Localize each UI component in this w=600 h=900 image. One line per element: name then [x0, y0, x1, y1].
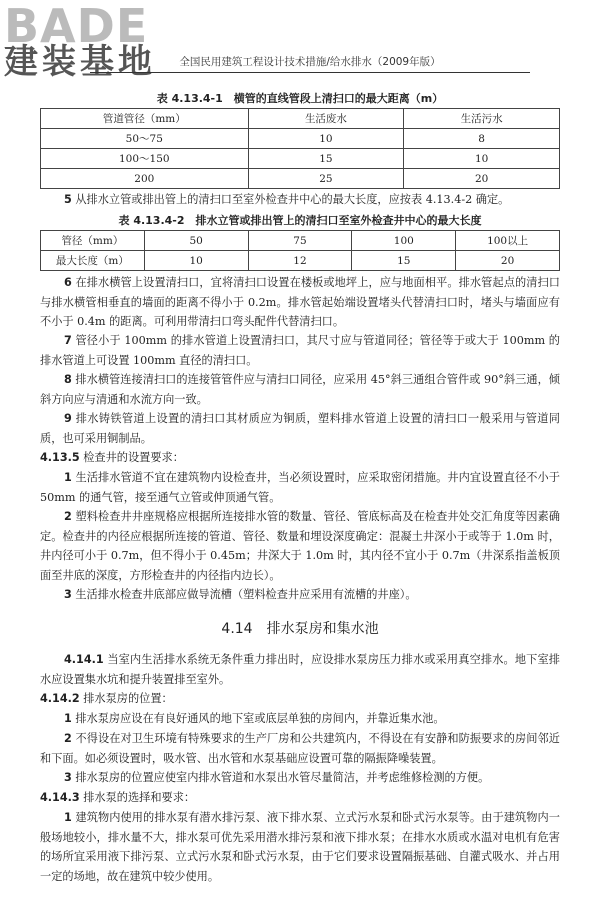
clause-4-14-2: [40, 689, 560, 709]
item-4-14-2-1: [40, 709, 560, 729]
table-cell: 100: [352, 231, 456, 251]
item-4-14-3-1: [40, 808, 560, 886]
table1-header: 生活污水: [404, 109, 560, 129]
table-cell: 100以上: [456, 231, 560, 251]
paragraph-6: [40, 273, 560, 332]
table-cell: 10: [248, 129, 404, 149]
table1-header: 生活废水: [248, 109, 404, 129]
paragraph-text: 塑料检查井井座规格应根据所连接排水管的数量、管径、管底标高及在检查井处交汇角度等因素确定。检查井的内径应根据所连接的管道、管径、数量和埋设深度确定：混凝土井深小于或等于 1.0m 时，井内径可小于 0.7m，但不得小于 0.45m；井深大于 1.0m 时，其内径不宜小于 0.7m（井深系指盖板顶面至井底的深度，方形检查井的内径指内边长）。: [40, 510, 560, 582]
item-number: 8: [64, 373, 72, 386]
item-number: 7: [64, 334, 72, 347]
clause-number: 4.14.3: [40, 791, 80, 804]
table-cell: 10: [144, 251, 248, 271]
clause-4-14-3: [40, 788, 560, 808]
section-title: 4.14 排水泵房和集水池: [221, 621, 379, 637]
paragraph-text: 生活排水检查井底部应做导流槽（塑料检查井应采用有流槽的井座）。: [75, 588, 417, 601]
table-cell: 50～75: [41, 129, 249, 149]
table-row: [41, 169, 560, 189]
paragraph-5: [40, 190, 560, 210]
clause-4-14-1: [40, 650, 560, 689]
table-cell: 50: [144, 231, 248, 251]
table-cell: 12: [248, 251, 352, 271]
table-cell: 20: [404, 169, 560, 189]
table-row: [41, 231, 560, 251]
table-cell: 200: [41, 169, 249, 189]
logo-text-cn: 建装基地: [4, 42, 156, 82]
clause-number: 4.14.2: [40, 692, 80, 705]
paragraph-text: 不得设在对卫生环境有特殊要求的生产厂房和公共建筑内，不得设在有安静和防振要求的房间邻近和下面。如必须设置时，吸水管、出水管和水泵基础应设置可靠的隔振降噪装置。: [40, 732, 560, 765]
clause-4-13-5: [40, 448, 560, 468]
table-row: [41, 251, 560, 271]
item-number: 9: [64, 412, 72, 425]
item-number: 3: [64, 771, 72, 784]
item-number: 1: [64, 471, 72, 484]
clause-text: 排水泵的选择和要求：: [83, 791, 196, 804]
item-number: 1: [64, 712, 72, 725]
item-4-14-2-3: [40, 768, 560, 788]
table-cell: 15: [352, 251, 456, 271]
paragraph-text: 排水铸铁管道上设置的清扫口其材质应为铜质，塑料排水管道上设置的清扫口一般采用与管道同质，也可采用铜制品。: [40, 412, 560, 445]
table2-title: 表 4.13.4-2 排水立管或排出管上的清扫口至室外检查井中心的最大长度: [118, 214, 482, 227]
paragraph-text: 从排水立管或排出管上的清扫口至室外检查井中心的最大长度，应按表 4.13.4-2 确定。: [75, 193, 510, 206]
item-number: 3: [64, 588, 72, 601]
item-4-13-5-1: [40, 468, 560, 507]
paragraph-text: 排水泵房的位置应使室内排水管道和水泵出水管尽量简洁，并考虑维修检测的方便。: [75, 771, 490, 784]
table-cell: 10: [404, 149, 560, 169]
table-cell: 100～150: [41, 149, 249, 169]
clause-text: 排水泵房的位置：: [83, 692, 173, 705]
table1-header: 管道管径（mm）: [41, 109, 249, 129]
paragraph-text: 建筑物内使用的排水泵有潜水排污泵、液下排水泵、立式污水泵和卧式污水泵等。由于建筑物内一般场地较小，排水量不大，排水泵可优先采用潜水排污泵和液下排水泵；在排水水质或水温对电机有危害的场所宜采用液下排污泵、立式污水泵和卧式污水泵，由于它们要求设置隔振基础、自灌式吸水、并占用一定的场地，故在建筑中较少使用。: [40, 811, 560, 883]
clause-number: 4.13.5: [40, 451, 80, 464]
logo-text-en: BADE: [4, 0, 149, 53]
clause-number: 4.14.1: [64, 653, 104, 666]
paragraph-text: 在排水横管上设置清扫口，宜将清扫口设置在楼板或地坪上，应与地面相平。排水管起点的清扫口与排水横管相垂直的墙面的距离不得小于 0.2m。排水管起始端设置堵头代替清扫口时，堵头与墙面应有不小于 0.4m 的距离。可利用带清扫口弯头配件代替清扫口。: [40, 276, 560, 328]
paragraph-text: 排水横管连接清扫口的连接管管件应与清扫口同径，应采用 45°斜三通组合管件或 90°斜三通，倾斜方向应与清通和水流方向一致。: [40, 373, 560, 406]
running-head: 全国民用建筑工程设计技术措施/给水排水（2009年版）: [90, 54, 530, 73]
paragraph-7: [40, 331, 560, 370]
table1-title: 表 4.13.4-1 横管的直线管段上清扫口的最大距离（m）: [156, 92, 444, 105]
table-row: [41, 129, 560, 149]
row-label: 管径（mm）: [41, 231, 145, 251]
table-cell: 25: [248, 169, 404, 189]
item-4-13-5-3: [40, 585, 560, 605]
clause-text: 检查井的设置要求：: [83, 451, 184, 464]
paragraph-8: [40, 370, 560, 409]
table-cell: 75: [248, 231, 352, 251]
item-4-13-5-2: [40, 507, 560, 585]
item-number: 2: [64, 732, 72, 745]
table-cell: 20: [456, 251, 560, 271]
table1-header-row: [41, 109, 560, 129]
table-cell: 8: [404, 129, 560, 149]
table2: [40, 230, 560, 271]
paragraph-text: 排水泵房应设在有良好通风的地下室或底层单独的房间内，并靠近集水池。: [75, 712, 445, 725]
clause-text: 当室内生活排水系统无条件重力排出时，应设排水泵房压力排水或采用真空排水。地下室排水应设置集水坑和提升装置排至室外。: [40, 653, 560, 686]
row-label: 最大长度（m）: [41, 251, 145, 271]
table1: [40, 108, 560, 189]
paragraph-9: [40, 409, 560, 448]
item-number: 5: [64, 193, 72, 206]
table-cell: 15: [248, 149, 404, 169]
item-number: 2: [64, 510, 72, 523]
item-number: 6: [64, 276, 72, 289]
item-number: 1: [64, 811, 72, 824]
paragraph-text: 管径小于 100mm 的排水管道上设置清扫口，其尺寸应与管道同径；管径等于或大于 100mm 的排水管道上可设置 100mm 直径的清扫口。: [40, 334, 560, 367]
paragraph-text: 生活排水管道不宜在建筑物内设检查井，当必须设置时，应采取密闭措施。井内宜设置直径不小于 50mm 的通气管，接至通气立管或伸顶通气管。: [40, 471, 560, 504]
item-4-14-2-2: [40, 729, 560, 768]
table-row: [41, 149, 560, 169]
